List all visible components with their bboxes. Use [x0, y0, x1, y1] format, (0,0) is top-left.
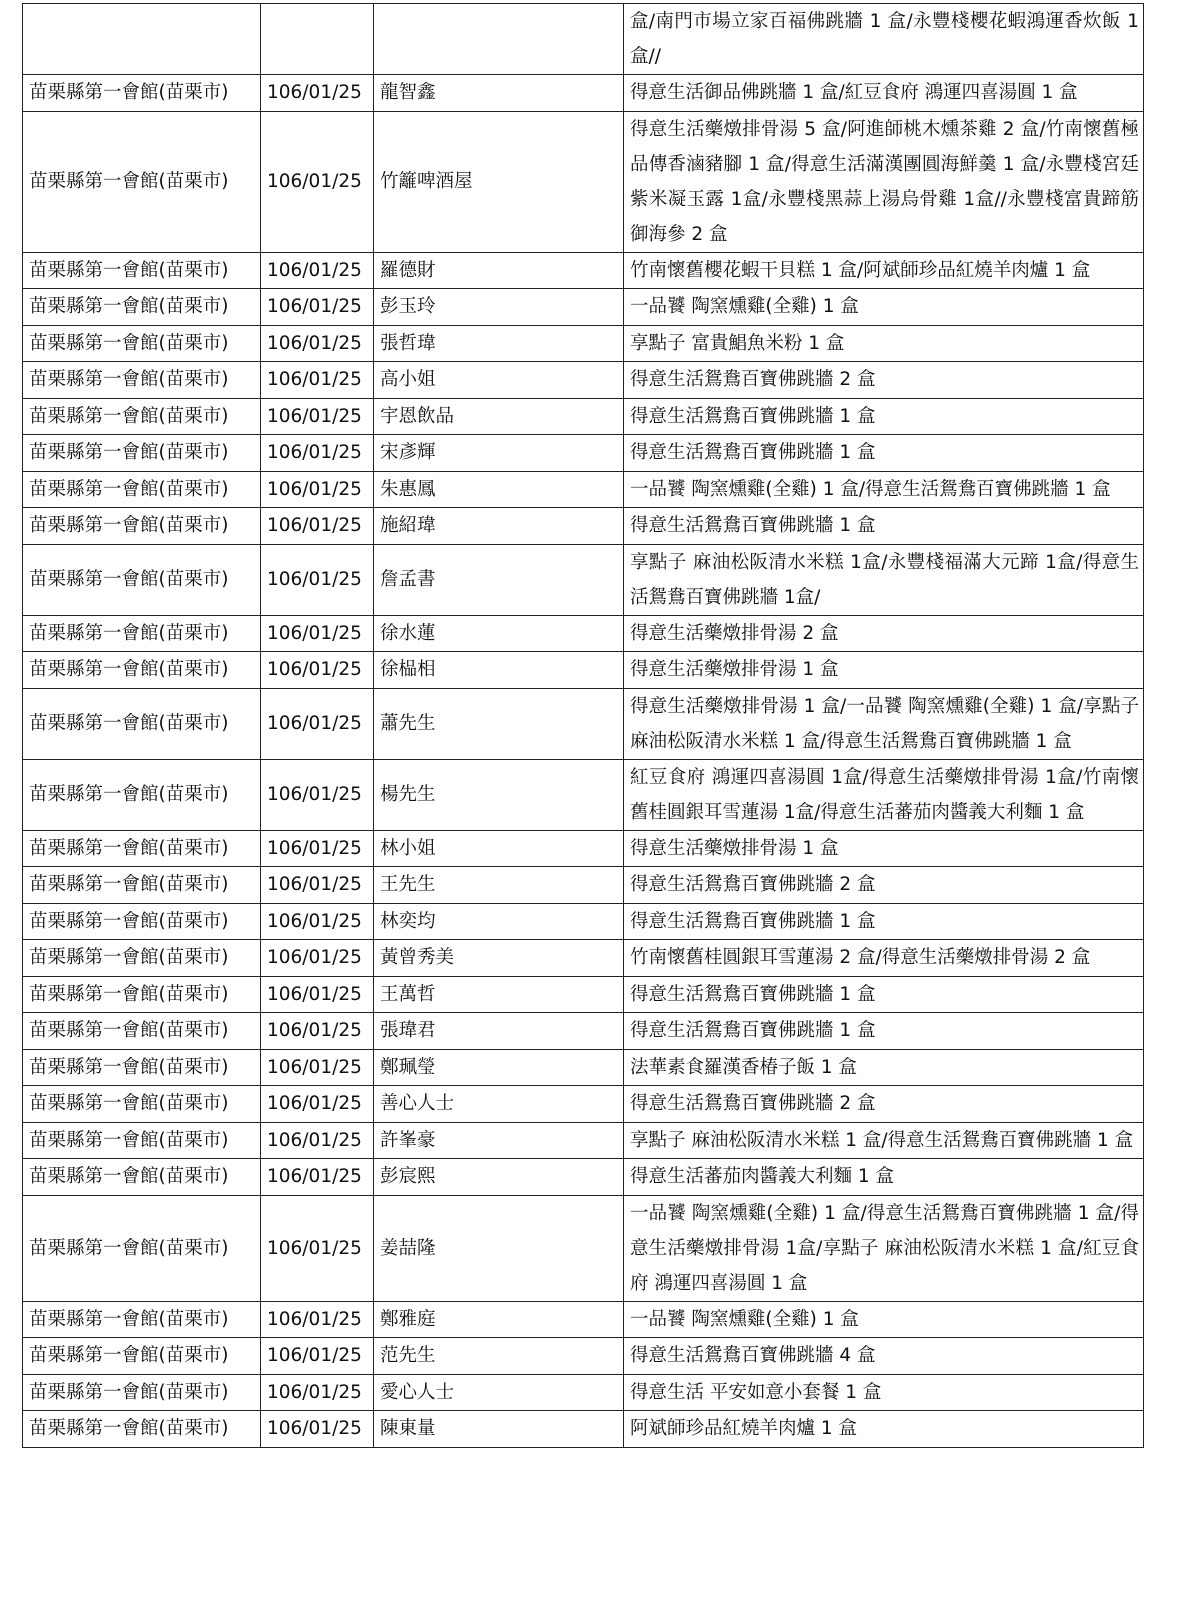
donor-cell: 詹孟書: [374, 544, 624, 615]
items-cell: 得意生活鴛鴦百寶佛跳牆 1 盒: [624, 1013, 1144, 1050]
items-cell: 得意生活藥燉排骨湯 5 盒/阿進師桃木燻茶雞 2 盒/竹南懷舊極品傳香滷豬腳 1 盒/得意生活滿漢團圓海鮮羹 1 盒/永豐棧宮廷紫米凝玉露 1盒/永豐棧黑蒜上湯烏骨雞 1盒//永豐棧富貴蹄筋御海參 2 盒: [624, 111, 1144, 252]
date-cell: 106/01/25: [261, 544, 374, 615]
venue-cell: 苗栗縣第一會館(苗栗市): [23, 759, 261, 830]
venue-cell: 苗栗縣第一會館(苗栗市): [23, 652, 261, 689]
donor-cell: 愛心人士: [374, 1374, 624, 1411]
table-row: [23, 940, 1144, 977]
venue-cell: 苗栗縣第一會館(苗栗市): [23, 1013, 261, 1050]
items-cell: 享點子 富貴鯧魚米粉 1 盒: [624, 325, 1144, 362]
venue-cell: 苗栗縣第一會館(苗栗市): [23, 903, 261, 940]
table-row: [23, 867, 1144, 904]
items-cell: 紅豆食府 鴻運四喜湯圓 1盒/得意生活藥燉排骨湯 1盒/竹南懷舊桂圓銀耳雪蓮湯 1盒/得意生活蕃茄肉醬義大利麵 1 盒: [624, 759, 1144, 830]
venue-cell: 苗栗縣第一會館(苗栗市): [23, 508, 261, 545]
donor-cell: 施紹瑋: [374, 508, 624, 545]
date-cell: 106/01/25: [261, 508, 374, 545]
table-row: [23, 652, 1144, 689]
donor-cell: 許峯豪: [374, 1122, 624, 1159]
venue-cell: 苗栗縣第一會館(苗栗市): [23, 111, 261, 252]
table-row: [23, 471, 1144, 508]
date-cell: 106/01/25: [261, 1049, 374, 1086]
venue-cell: 苗栗縣第一會館(苗栗市): [23, 688, 261, 759]
venue-cell: 苗栗縣第一會館(苗栗市): [23, 435, 261, 472]
date-cell: 106/01/25: [261, 1338, 374, 1375]
donor-cell: 高小姐: [374, 362, 624, 399]
table-row: [23, 325, 1144, 362]
venue-cell: 苗栗縣第一會館(苗栗市): [23, 1338, 261, 1375]
items-cell: 一品饕 陶窯燻雞(全雞) 1 盒/得意生活鴛鴦百寶佛跳牆 1 盒/得意生活藥燉排骨湯 1盒/享點子 麻油松阪清水米糕 1 盒/紅豆食府 鴻運四喜湯圓 1 盒: [624, 1195, 1144, 1301]
table-row: [23, 1374, 1144, 1411]
items-cell: 法華素食羅漢香椿子飯 1 盒: [624, 1049, 1144, 1086]
table-row: [23, 903, 1144, 940]
donor-cell: 陳東量: [374, 1411, 624, 1448]
venue-cell: 苗栗縣第一會館(苗栗市): [23, 252, 261, 289]
date-cell: 106/01/25: [261, 1122, 374, 1159]
items-cell: 得意生活御品佛跳牆 1 盒/紅豆食府 鴻運四喜湯圓 1 盒: [624, 75, 1144, 112]
date-cell: 106/01/25: [261, 75, 374, 112]
donor-cell: 黃曾秀美: [374, 940, 624, 977]
date-cell: 106/01/25: [261, 903, 374, 940]
donor-cell: 鄭珮瑩: [374, 1049, 624, 1086]
donor-cell: 朱惠鳳: [374, 471, 624, 508]
donor-cell: 善心人士: [374, 1086, 624, 1123]
table-row: [23, 1049, 1144, 1086]
items-cell: 得意生活鴛鴦百寶佛跳牆 4 盒: [624, 1338, 1144, 1375]
venue-cell: 苗栗縣第一會館(苗栗市): [23, 325, 261, 362]
items-cell: 一品饕 陶窯燻雞(全雞) 1 盒: [624, 289, 1144, 326]
table-row: [23, 615, 1144, 652]
table-row: [23, 1195, 1144, 1301]
donor-cell: 徐榀相: [374, 652, 624, 689]
items-cell: 得意生活 平安如意小套餐 1 盒: [624, 1374, 1144, 1411]
date-cell: 106/01/25: [261, 1411, 374, 1448]
venue-cell: 苗栗縣第一會館(苗栗市): [23, 289, 261, 326]
date-cell: 106/01/25: [261, 615, 374, 652]
table-row: [23, 1013, 1144, 1050]
date-cell: 106/01/25: [261, 398, 374, 435]
table-row: [23, 544, 1144, 615]
table-row: [23, 1338, 1144, 1375]
items-cell: 竹南懷舊桂圓銀耳雪蓮湯 2 盒/得意生活藥燉排骨湯 2 盒: [624, 940, 1144, 977]
date-cell: 106/01/25: [261, 252, 374, 289]
date-cell: 106/01/25: [261, 867, 374, 904]
date-cell: 106/01/25: [261, 435, 374, 472]
table-row: [23, 252, 1144, 289]
table-row: [23, 75, 1144, 112]
donor-cell: 彭宸熙: [374, 1159, 624, 1196]
venue-cell: 苗栗縣第一會館(苗栗市): [23, 1122, 261, 1159]
donor-cell: 張哲瑋: [374, 325, 624, 362]
items-cell: 得意生活鴛鴦百寶佛跳牆 1 盒: [624, 508, 1144, 545]
venue-cell: 苗栗縣第一會館(苗栗市): [23, 615, 261, 652]
donation-table: [22, 3, 1144, 1448]
table-row: [23, 435, 1144, 472]
donor-cell: 張瑋君: [374, 1013, 624, 1050]
venue-cell: 苗栗縣第一會館(苗栗市): [23, 544, 261, 615]
table-row: [23, 830, 1144, 867]
date-cell: 106/01/25: [261, 976, 374, 1013]
table-row: [23, 1086, 1144, 1123]
date-cell: 106/01/25: [261, 1086, 374, 1123]
date-cell: 106/01/25: [261, 471, 374, 508]
date-cell: 106/01/25: [261, 1195, 374, 1301]
donor-cell: 徐水蓮: [374, 615, 624, 652]
donor-cell: 王萬哲: [374, 976, 624, 1013]
date-cell: 106/01/25: [261, 289, 374, 326]
venue-cell: 苗栗縣第一會館(苗栗市): [23, 75, 261, 112]
donor-cell: 龍智鑫: [374, 75, 624, 112]
date-cell: 106/01/25: [261, 111, 374, 252]
items-cell: 一品饕 陶窯燻雞(全雞) 1 盒/得意生活鴛鴦百寶佛跳牆 1 盒: [624, 471, 1144, 508]
date-cell: 106/01/25: [261, 940, 374, 977]
items-cell: 得意生活鴛鴦百寶佛跳牆 1 盒: [624, 435, 1144, 472]
table-row: [23, 1122, 1144, 1159]
date-cell: [261, 4, 374, 75]
items-cell: 得意生活鴛鴦百寶佛跳牆 2 盒: [624, 1086, 1144, 1123]
date-cell: 106/01/25: [261, 759, 374, 830]
venue-cell: 苗栗縣第一會館(苗栗市): [23, 1411, 261, 1448]
date-cell: 106/01/25: [261, 1013, 374, 1050]
table-row: [23, 1411, 1144, 1448]
venue-cell: 苗栗縣第一會館(苗栗市): [23, 867, 261, 904]
venue-cell: 苗栗縣第一會館(苗栗市): [23, 976, 261, 1013]
date-cell: 106/01/25: [261, 652, 374, 689]
items-cell: 得意生活鴛鴦百寶佛跳牆 1 盒: [624, 903, 1144, 940]
table-row: [23, 759, 1144, 830]
items-cell: 得意生活藥燉排骨湯 1 盒: [624, 652, 1144, 689]
donor-cell: 竹籬啤酒屋: [374, 111, 624, 252]
table-row: [23, 4, 1144, 75]
items-cell: 得意生活藥燉排骨湯 1 盒: [624, 830, 1144, 867]
venue-cell: 苗栗縣第一會館(苗栗市): [23, 1374, 261, 1411]
venue-cell: [23, 4, 261, 75]
venue-cell: 苗栗縣第一會館(苗栗市): [23, 398, 261, 435]
date-cell: 106/01/25: [261, 325, 374, 362]
items-cell: 一品饕 陶窯燻雞(全雞) 1 盒: [624, 1301, 1144, 1338]
donation-table-body: [23, 4, 1144, 1448]
items-cell: 盒/南門市場立家百福佛跳牆 1 盒/永豐棧櫻花蝦鴻運香炊飯 1 盒//: [624, 4, 1144, 75]
donor-cell: 林奕均: [374, 903, 624, 940]
items-cell: 得意生活鴛鴦百寶佛跳牆 1 盒: [624, 398, 1144, 435]
date-cell: 106/01/25: [261, 688, 374, 759]
table-row: [23, 976, 1144, 1013]
table-row: [23, 111, 1144, 252]
donor-cell: 王先生: [374, 867, 624, 904]
items-cell: 得意生活蕃茄肉醬義大利麵 1 盒: [624, 1159, 1144, 1196]
venue-cell: 苗栗縣第一會館(苗栗市): [23, 830, 261, 867]
donor-cell: 姜喆隆: [374, 1195, 624, 1301]
venue-cell: 苗栗縣第一會館(苗栗市): [23, 940, 261, 977]
donor-cell: 鄭雅庭: [374, 1301, 624, 1338]
items-cell: 竹南懷舊櫻花蝦干貝糕 1 盒/阿斌師珍品紅燒羊肉爐 1 盒: [624, 252, 1144, 289]
items-cell: 得意生活鴛鴦百寶佛跳牆 2 盒: [624, 362, 1144, 399]
items-cell: 得意生活鴛鴦百寶佛跳牆 2 盒: [624, 867, 1144, 904]
donor-cell: 林小姐: [374, 830, 624, 867]
items-cell: 享點子 麻油松阪清水米糕 1盒/永豐棧福滿大元蹄 1盒/得意生活鴛鴦百寶佛跳牆 1盒/: [624, 544, 1144, 615]
date-cell: 106/01/25: [261, 830, 374, 867]
donor-cell: [374, 4, 624, 75]
venue-cell: 苗栗縣第一會館(苗栗市): [23, 471, 261, 508]
date-cell: 106/01/25: [261, 1159, 374, 1196]
table-row: [23, 508, 1144, 545]
venue-cell: 苗栗縣第一會館(苗栗市): [23, 1195, 261, 1301]
date-cell: 106/01/25: [261, 362, 374, 399]
venue-cell: 苗栗縣第一會館(苗栗市): [23, 1086, 261, 1123]
items-cell: 得意生活藥燉排骨湯 2 盒: [624, 615, 1144, 652]
items-cell: 得意生活藥燉排骨湯 1 盒/一品饕 陶窯燻雞(全雞) 1 盒/享點子 麻油松阪清水米糕 1 盒/得意生活鴛鴦百寶佛跳牆 1 盒: [624, 688, 1144, 759]
items-cell: 得意生活鴛鴦百寶佛跳牆 1 盒: [624, 976, 1144, 1013]
table-row: [23, 362, 1144, 399]
donor-cell: 宋彥輝: [374, 435, 624, 472]
venue-cell: 苗栗縣第一會館(苗栗市): [23, 362, 261, 399]
table-row: [23, 1159, 1144, 1196]
table-row: [23, 398, 1144, 435]
donor-cell: 范先生: [374, 1338, 624, 1375]
table-row: [23, 289, 1144, 326]
donor-cell: 羅德財: [374, 252, 624, 289]
items-cell: 享點子 麻油松阪清水米糕 1 盒/得意生活鴛鴦百寶佛跳牆 1 盒: [624, 1122, 1144, 1159]
table-row: [23, 688, 1144, 759]
venue-cell: 苗栗縣第一會館(苗栗市): [23, 1159, 261, 1196]
donor-cell: 楊先生: [374, 759, 624, 830]
items-cell: 阿斌師珍品紅燒羊肉爐 1 盒: [624, 1411, 1144, 1448]
date-cell: 106/01/25: [261, 1374, 374, 1411]
table-row: [23, 1301, 1144, 1338]
donor-cell: 宇恩飲品: [374, 398, 624, 435]
donor-cell: 蕭先生: [374, 688, 624, 759]
venue-cell: 苗栗縣第一會館(苗栗市): [23, 1049, 261, 1086]
venue-cell: 苗栗縣第一會館(苗栗市): [23, 1301, 261, 1338]
donor-cell: 彭玉玲: [374, 289, 624, 326]
date-cell: 106/01/25: [261, 1301, 374, 1338]
